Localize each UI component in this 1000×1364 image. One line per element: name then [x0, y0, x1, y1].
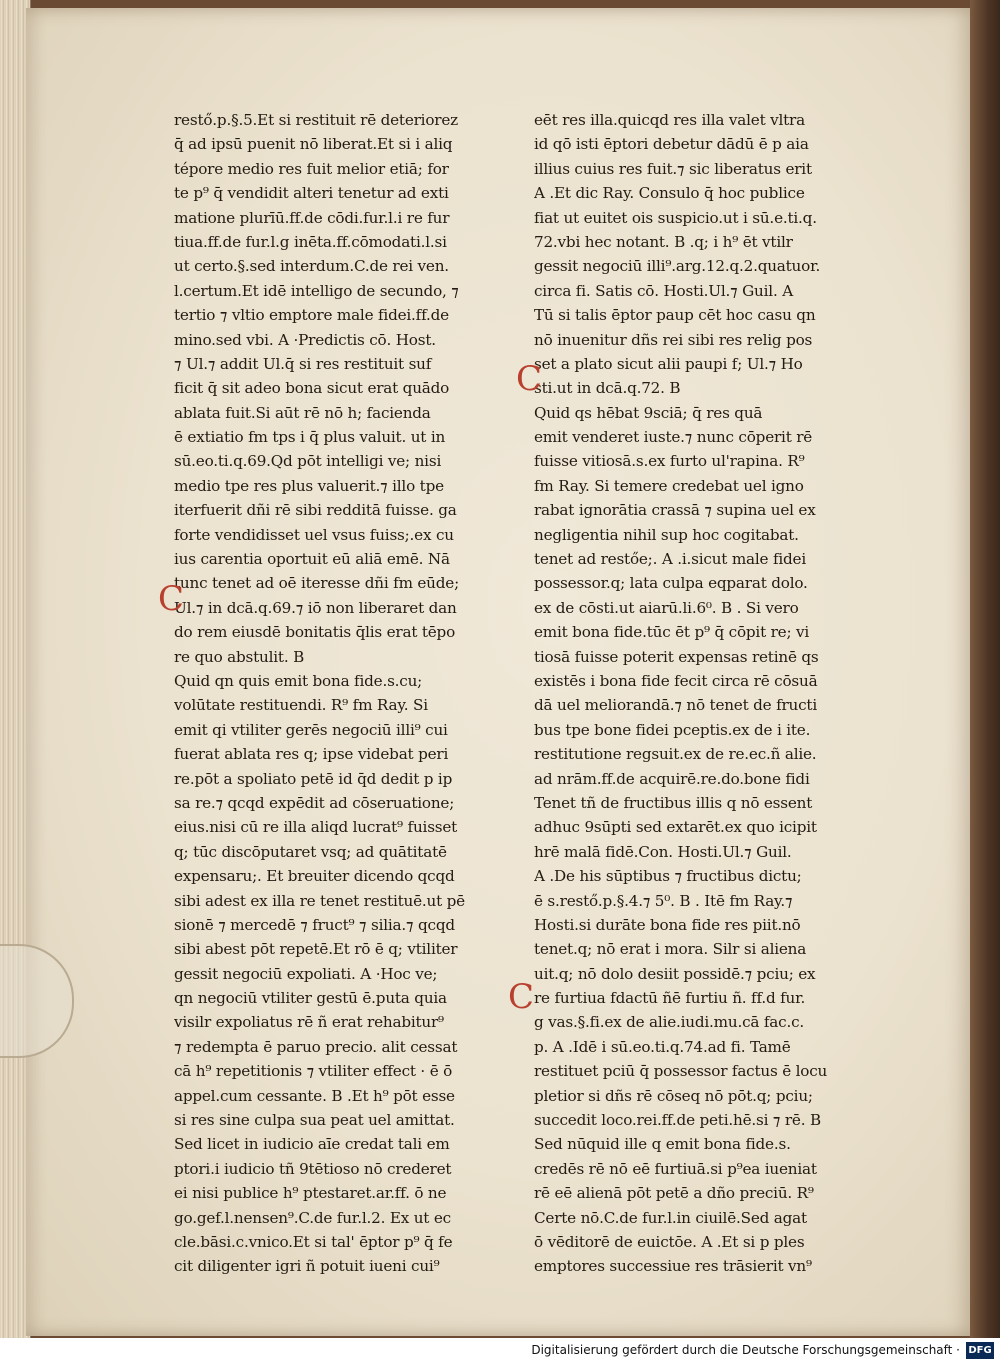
text-line: medio tpe res plus valuerit.⁊ illo tpe [174, 476, 444, 495]
text-line: re furtiua fdactū ñē furtiu ñ. ff.d fur. [534, 989, 806, 1008]
text-line: emit bona fide.tūc ēt p⁹ q̄ cōpit re; vi [534, 623, 810, 642]
text-line: A .De his sūptibus ⁊ fructibus dictu; [534, 867, 802, 886]
text-line: fiat ut euitet ois suspicio.ut i sū.e.ti.q. [534, 208, 817, 227]
text-line: ex de cōsti.ut aiarū.li.6⁰. B . Si vero [534, 598, 799, 617]
text-line: restő.p.§.5.Et si restituit rē deteriorez [174, 111, 458, 129]
text-line: tertio ⁊ vltio emptore male fidei.ff.de [174, 306, 449, 325]
text-line: Certe nō.C.de fur.l.in ciuilē.Sed agat [534, 1208, 807, 1227]
text-line: cit diligenter igri ñ potuit iueni cui⁹ [174, 1257, 440, 1276]
text-line: cle.bāsi.c.vnico.Et si tal' ēptor p⁹ q̄ fe [174, 1232, 453, 1251]
text-line: tenet.q; nō erat i mora. Silr si aliena [534, 940, 807, 959]
text-line: Ul.⁊ in dcā.q.69.⁊ iō non liberaret dan [174, 598, 457, 617]
rubric-initial: C [508, 977, 535, 1017]
text-line: Quid qs hēbat 9sciā; q̄ res quā [534, 403, 763, 422]
rubric-initial: C [158, 579, 185, 619]
text-line: tiua.ff.de fur.l.g inēta.ff.cōmodati.l.si [174, 232, 447, 251]
text-line: id qō isti ēptori debetur dādū ē p aia [534, 135, 809, 154]
text-line: mino.sed vbi. A ·Predictis cō. Host. [174, 330, 436, 349]
text-line: circa fi. Satis cō. Hosti.Ul.⁊ Guil. A [534, 281, 793, 300]
text-line: tenet ad restőe;. A .i.sicut male fidei [534, 550, 806, 569]
text-line: fm Ray. Si temere credebat uel igno [534, 476, 804, 495]
text-line: go.gef.l.nensen⁹.C.de fur.l.2. Ex ut ec [174, 1208, 451, 1227]
text-line: qn negociū vtiliter gestū ē.puta quia [174, 989, 447, 1008]
text-line: ablata fuit.Si aūt rē nō h; facienda [174, 403, 431, 422]
text-line: re.pōt a spoliato petē id q̄d dedit p ip [174, 769, 453, 788]
text-line: ei nisi publice h⁹ ptestaret.ar.ff. ō ne [174, 1184, 447, 1203]
text-line: Hosti.si durāte bona fide res piit.nō [534, 915, 801, 934]
text-line: tiosā fuisse poterit expensas retinē qs [534, 647, 819, 666]
text-line: Tenet tñ de fructibus illis q nō essent [534, 793, 813, 812]
text-line: negligentia nihil sup hoc cogitabat. [534, 525, 799, 544]
text-line: Tū si talis ēptor paup cēt hoc casu qn [534, 306, 816, 325]
rubric-initial: C [516, 359, 543, 399]
text-line: bus tpe bone fidei pceptis.ex de i ite. [534, 720, 811, 739]
text-line: 72.vbi hec notant. B .q; i h⁹ ēt vtilr [534, 232, 793, 251]
text-line: te p⁹ q̄ vendidit alteri tenetur ad exti [174, 184, 449, 203]
text-line: credēs rē nō eē furtiuā.si p⁹ea iueniat [534, 1159, 817, 1178]
text-line: fuerat ablata res q; ipse videbat peri [174, 745, 449, 764]
text-line: expensaru;. Et breuiter dicendo qcqd [174, 867, 455, 886]
text-line: g vas.§.fi.ex de alie.iudi.mu.cā fac.c. [534, 1013, 805, 1032]
text-line: emptores successiue res trāsierit vn⁹ [534, 1257, 812, 1276]
text-line: possessor.q; lata culpa eqparat dolo. [534, 574, 808, 593]
text-line: do rem eiusdē bonitatis q̄lis erat tēpo [174, 623, 456, 642]
text-line: visilr expoliatus rē ñ erat rehabitur⁹ [174, 1013, 444, 1032]
text-line: gessit negociū expoliati. A ·Hoc ve; [174, 964, 438, 983]
text-line: appel.cum cessante. B .Et h⁹ pōt esse [174, 1086, 455, 1105]
left-text-column [174, 108, 494, 1279]
text-line: restitutione regsuit.ex de re.ec.ñ alie. [534, 745, 817, 764]
text-line: volūtate restituendi. R⁹ fm Ray. Si [174, 696, 428, 715]
text-line: existēs i bona fide fecit circa rē cōsuā [534, 671, 818, 690]
text-line: Sed nūquid ille q emit bona fide.s. [534, 1135, 791, 1154]
text-line: ē extiatio fm tps i q̄ plus valuit. ut in [174, 428, 446, 447]
text-line: ptori.i iudicio tñ 9tētioso nō crederet [174, 1159, 452, 1178]
text-line: Quid qn quis emit bona fide.s.cu; [174, 671, 423, 690]
text-line: l.certum.Et idē intelligo de secundo, ⁊ [174, 281, 459, 300]
text-line: fuisse vitiosā.s.ex furto ul'rapina. R⁹ [534, 452, 805, 471]
text-line: sibi abest pōt repetē.Et rō ē q; vtiliter [174, 940, 458, 959]
text-line: q; tūc discōputaret vsq; ad quātitatē [174, 842, 447, 861]
text-line: iterfuerit dñi rē sibi redditā fuisse. ga [174, 501, 457, 520]
text-line: q̄ ad ipsū puenit nō liberat.Et si i aliq [174, 135, 453, 154]
text-line: rē eē alienā pōt petē a dño preciū. R⁹ [534, 1184, 814, 1203]
book-binding-edge [970, 0, 1000, 1338]
text-line: ut certo.§.sed interdum.C.de rei ven. [174, 257, 449, 276]
dfg-logo: DFG [966, 1342, 994, 1359]
text-line: Sed licet in iudicio aīe credat tali em [174, 1135, 450, 1154]
text-line: rabat ignorātia crassā ⁊ supina uel ex [534, 501, 816, 520]
text-line: sa re.⁊ qcqd expēdit ad cōseruatione; [174, 793, 455, 812]
footer-bar [0, 1338, 1000, 1364]
text-line: hrē malā fidē.Con. Hosti.Ul.⁊ Guil. [534, 842, 792, 861]
right-text-column [534, 108, 864, 1279]
text-line: ficit q̄ sit adeo bona sicut erat quādo [174, 379, 450, 398]
text-line: A .Et dic Ray. Consulo q̄ hoc publice [534, 184, 805, 203]
text-line: adhuc 9sūpti sed extarēt.ex quo icipit [534, 818, 817, 837]
text-line: uit.q; nō dolo desiit possidē.⁊ pciu; ex [534, 964, 816, 983]
text-line: cā h⁹ repetitionis ⁊ vtiliter effect · ē ō [174, 1062, 453, 1081]
text-line: eius.nisi cū re illa aliqd lucrat⁹ fuisset [174, 818, 458, 837]
text-line: ad nrām.ff.de acquirē.re.do.bone fidi [534, 769, 810, 788]
text-line: ius carentia oportuit eū aliā emē. Nā [174, 550, 450, 569]
text-line: tunc tenet ad oē iteresse dñi fm eūde; [174, 574, 459, 593]
text-line: emit qi vtiliter gerēs negociū illi⁹ cui [174, 720, 448, 739]
text-line: gessit negociū illi⁹.arg.12.q.2.quatuor. [534, 257, 821, 276]
funding-credit: Digitalisierung gefördert durch die Deutsche Forschungsgemeinschaft · [531, 1343, 960, 1357]
text-line: si res sine culpa sua peat uel amittat. [174, 1111, 455, 1130]
text-line: nō inuenitur dñs rei sibi res relig pos [534, 330, 813, 349]
text-line: ⁊ Ul.⁊ addit Ul.q̄ si res restituit suf [174, 354, 432, 373]
text-line: pletior si dñs rē cōseq nō pōt.q; pciu; [534, 1086, 813, 1105]
text-line: ō vēditorē de euictōe. A .Et si p ples [534, 1232, 805, 1251]
text-line: p. A .Idē i sū.eo.ti.q.74.ad fi. Tamē [534, 1037, 791, 1056]
text-line: re quo abstulit. B [174, 647, 305, 666]
text-line: ē s.restő.p.§.4.⁊ 5⁰. B . Itē fm Ray.⁊ [534, 891, 793, 910]
text-line: set a plato sicut alii paupi f; Ul.⁊ Ho [534, 354, 803, 373]
text-line: illius cuius res fuit.⁊ sic liberatus erit [534, 159, 812, 178]
text-line: eēt res illa.quicqd res illa valet vltra [534, 111, 805, 129]
text-line: emit venderet iuste.⁊ nunc cōperit rē [534, 428, 813, 447]
text-line: dā uel meliorandā.⁊ nō tenet de fructi [534, 696, 817, 715]
text-line: sionē ⁊ mercedē ⁊ fruct⁹ ⁊ silia.⁊ qcqd [174, 915, 455, 934]
text-line: sibi adest ex illa re tenet restituē.ut pē [174, 891, 465, 910]
text-line: tépore medio res fuit melior etiā; for [174, 159, 449, 178]
text-line: matione plurīū.ff.de cōdi.fur.l.i re fur [174, 208, 450, 227]
text-line: forte vendidisset uel vsus fuiss;.ex cu [174, 525, 454, 544]
text-line: ⁊ redempta ē paruo precio. alit cessat [174, 1037, 458, 1056]
text-line: succedit loco.rei.ff.de peti.hē.si ⁊ rē. B [534, 1111, 821, 1130]
text-line: restituet pciū q̄ possessor factus ē locu [534, 1062, 828, 1081]
text-line: sti.ut in dcā.q.72. B [534, 379, 681, 398]
text-line: sū.eo.ti.q.69.Qd pōt intelligi ve; nisi [174, 452, 442, 471]
